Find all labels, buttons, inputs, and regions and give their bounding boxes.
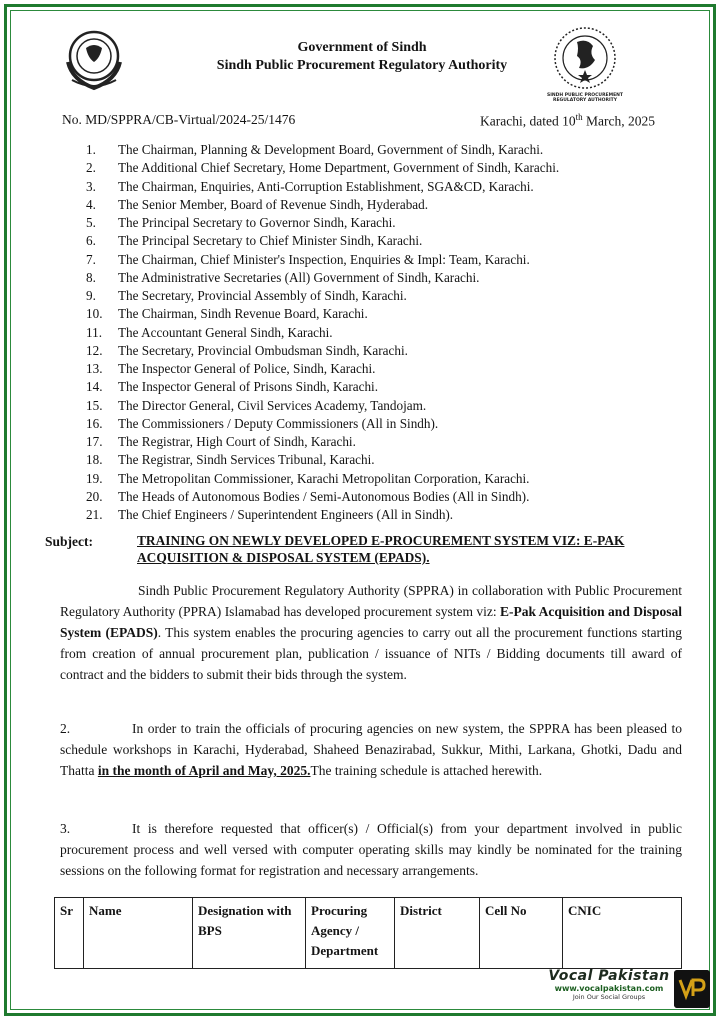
table-header-designation: Designation with BPS (193, 898, 306, 969)
list-item: 10. The Chairman, Sindh Revenue Board, Karachi. (86, 306, 368, 322)
table-header-name: Name (84, 898, 193, 969)
header-authority: Sindh Public Procurement Regulatory Authority (216, 58, 508, 73)
subject-label: Subject: (45, 534, 93, 549)
list-item: 7. The Chairman, Chief Minister's Inspection, Enquiries & Impl: Team, Karachi. (86, 251, 530, 267)
list-item: 19. The Metropolitan Commissioner, Karachi Metropolitan Corporation, Karachi. (86, 470, 530, 486)
list-item: 21. The Chief Engineers / Superintendent Engineers (All in Sindh). (86, 507, 454, 522)
list-item: 16. The Commissioners / Deputy Commissioners (All in Sindh). (86, 415, 439, 431)
list-item: 17. The Registrar, High Court of Sindh, Karachi. (86, 434, 356, 449)
addressee-list (86, 141, 676, 524)
list-item: 13. The Inspector General of Police, Sindh, Karachi. (86, 361, 376, 376)
list-item: 2. The Additional Chief Secretary, Home Department, Government of Sindh, Karachi. (86, 160, 560, 176)
list-item: 6. The Principal Secretary to Chief Minister Sindh, Karachi. (86, 233, 423, 249)
subject-text: TRAINING ON NEWLY DEVELOPED E-PROCUREMENT SYSTEM VIZ: E-PAK ACQUISITION & DISPOSAL SYSTEM (EPADS). (137, 533, 625, 565)
list-item: 18. The Registrar, Sindh Services Tribunal, Karachi. (86, 452, 375, 468)
svg-text:SINDH PUBLIC PROCUREMENT: SINDH PUBLIC PROCUREMENT (546, 93, 624, 98)
paragraph-3: 3. It is therefore requested that officer(s) / Official(s) from your department involved in public procurement process and well versed with computer operating skills may kindly be nominated for the training sessions on the following format for registration and necessary arrangements. (60, 821, 682, 878)
reference-number: No. MD/SPPRA/CB-Virtual/2024-25/1476 (62, 112, 296, 127)
letter-date: Karachi, dated 10th March, 2025 (480, 112, 655, 129)
table-header-agency: Procuring Agency / Department (306, 898, 395, 969)
svg-text:REGULATORY AUTHORITY: REGULATORY AUTHORITY (553, 98, 617, 103)
list-item: 11. The Accountant General Sindh, Karachi. (86, 324, 333, 340)
table-header-cnic: CNIC (563, 898, 682, 969)
paragraph-1: Sindh Public Procurement Regulatory Authority (SPPRA) in collaboration with Public Procurement Regulatory Authority (PPRA) Islamabad has developed procurement system viz: E-Pak Acquisition and Disposal System (EPADS). This system enables the procuring agencies to carry out all the procurement functions starting from creation of annual procurement plan, publication / issuance of NITs / Bidding documents till award of contract and the bidders to submit their bids through the system. (60, 583, 682, 682)
table-header-row (55, 898, 682, 969)
list-item: 5. The Principal Secretary to Governor Sindh, Karachi. (86, 215, 396, 230)
list-item: 14. The Inspector General of Prisons Sindh, Karachi. (86, 379, 379, 395)
vp-badge-icon (674, 970, 710, 1008)
list-item: 3. The Chairman, Enquiries, Anti-Corruption Establishment, SGA&CD, Karachi. (86, 178, 534, 194)
watermark-name: Vocal Pakistan (548, 968, 670, 984)
list-item: 15. The Director General, Civil Services Academy, Tandojam. (86, 397, 427, 413)
table-header-district: District (395, 898, 480, 969)
watermark-logo (548, 968, 670, 1001)
paragraph-2: 2. In order to train the officials of procuring agencies on new system, the SPPRA has been pleased to schedule workshops in Karachi, Hyderabad, Shaheed Benazirabad, Sukkur, Mithi, Larkana, Ghotki, Dadu and Thatta in the month of April and May, 2025.The training schedule is attached herewith. (60, 721, 682, 778)
watermark-join: Join Our Social Groups (572, 993, 646, 1001)
watermark-url: www.vocalpakistan.com (554, 984, 664, 993)
list-item: 8. The Administrative Secretaries (All) Government of Sindh, Karachi. (86, 269, 480, 285)
list-item: 20. The Heads of Autonomous Bodies / Semi-Autonomous Bodies (All in Sindh). (86, 488, 530, 504)
list-item: 1. The Chairman, Planning & Development Board, Government of Sindh, Karachi. (86, 142, 544, 157)
registration-format-table (54, 897, 682, 969)
list-item: 9. The Secretary, Provincial Assembly of Sindh, Karachi. (86, 288, 407, 303)
list-item: 12. The Secretary, Provincial Ombudsman Sindh, Karachi. (86, 342, 408, 358)
table-header-cell-no: Cell No (480, 898, 563, 969)
header-government: Government of Sindh (297, 40, 427, 55)
table-header-sr: Sr (55, 898, 84, 969)
list-item: 4. The Senior Member, Board of Revenue Sindh, Hyderabad. (86, 196, 429, 212)
